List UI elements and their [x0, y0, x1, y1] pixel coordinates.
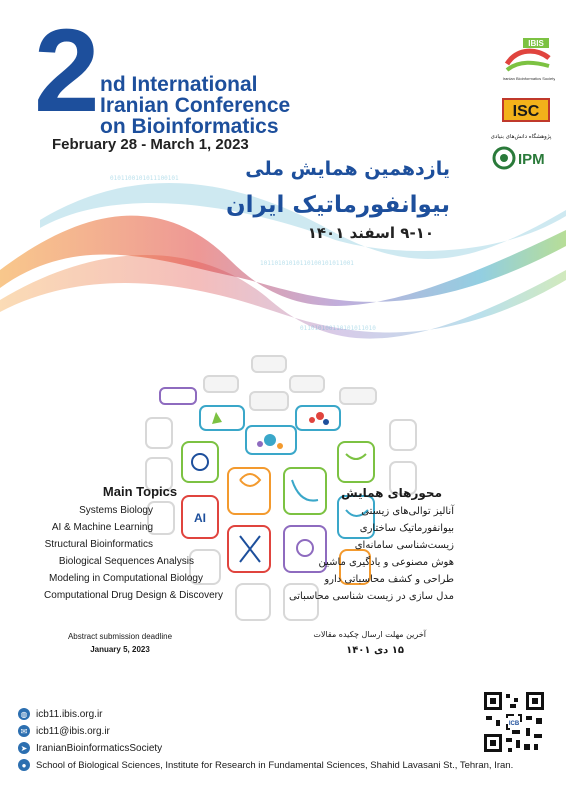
- persian-dates: ۹-۱۰ اسفند ۱۴۰۱: [307, 224, 434, 242]
- persian-deadline-date: ۱۵ دی ۱۴۰۱: [346, 645, 404, 656]
- ipm-logo: [490, 144, 558, 172]
- topic-item: Modeling in Computational Biology: [49, 573, 203, 584]
- persian-topic-item: هوش مصنوعی و یادگیری ماشین: [318, 557, 454, 568]
- isc-logo: ISC: [502, 98, 550, 122]
- globe-icon: ◍: [18, 708, 30, 720]
- conference-dates: February 28 - March 1, 2023: [52, 136, 249, 153]
- address-text: School of Biological Sciences, Institute for Research in Fundamental Sciences, Shahid Lavasani St., Tehran, Iran.: [36, 759, 514, 771]
- persian-topic-item: طراحی و کشف محاسباتی دارو: [324, 574, 454, 585]
- ibis-logo-caption: Iranian Bioinformatics Society: [502, 76, 555, 81]
- location-icon: ●: [18, 759, 30, 771]
- persian-title-line-2: بیوانفورماتیک ایران: [226, 192, 450, 218]
- deadline-date: January 5, 2023: [90, 645, 150, 654]
- email-row[interactable]: [18, 725, 110, 737]
- telegram-link[interactable]: IranianBioinformaticsSociety: [36, 742, 163, 754]
- deadline-label: Abstract submission deadline: [67, 632, 173, 641]
- persian-topic-item: آنالیز توالی‌های زیستی: [361, 506, 454, 517]
- svg-text:0101100101011100101: 0101100101011100101: [110, 175, 179, 182]
- website-link[interactable]: icb11.ibis.org.ir: [36, 708, 103, 720]
- mail-icon: ✉: [18, 725, 30, 737]
- email-link[interactable]: icb11@ibis.org.ir: [36, 725, 110, 737]
- telegram-icon: ➤: [18, 742, 30, 754]
- telegram-row[interactable]: [18, 742, 162, 754]
- persian-topics-heading: محورهای همایش: [341, 486, 442, 500]
- address-row: [18, 759, 513, 771]
- conference-title-line-2: Iranian Conference: [100, 94, 291, 117]
- main-topics-heading: Main Topics: [102, 484, 178, 499]
- ipm-logo-caption: پژوهشگاه دانش‌های بنیادی: [490, 134, 552, 140]
- ipm-logo-text: IPM: [518, 151, 545, 168]
- edition-number: 2: [34, 5, 96, 137]
- topic-item: Computational Drug Design & Discovery: [44, 590, 223, 601]
- ibis-logo-text: IBIS: [528, 39, 544, 48]
- qr-code[interactable]: [482, 690, 546, 754]
- persian-deadline-label: آخرین مهلت ارسال چکیده مقالات: [313, 630, 426, 639]
- persian-topic-item: بیوانفورماتیک ساختاری: [359, 523, 454, 534]
- persian-title-line-1: یازدهمین همایش ملی: [245, 158, 450, 180]
- topic-item: AI & Machine Learning: [51, 522, 153, 533]
- topic-item: Systems Biology: [79, 505, 153, 516]
- conference-title-line-3: on Bioinformatics: [100, 115, 279, 138]
- topic-item: Structural Bioinformatics: [44, 539, 153, 550]
- persian-topic-item: زیست‌شناسی سامانه‌ای: [354, 540, 454, 551]
- topic-item: Biological Sequences Analysis: [58, 556, 194, 567]
- svg-text:011010100110101011010: 011010100110101011010: [300, 325, 376, 332]
- svg-text:ICB: ICB: [508, 721, 520, 727]
- conference-title-line-1: nd International: [100, 73, 258, 96]
- ibis-logo: [499, 34, 555, 90]
- svg-text:AI: AI: [194, 511, 206, 525]
- persian-topic-item: مدل سازی در زیست شناسی محاسباتی: [288, 591, 454, 602]
- website-row[interactable]: [18, 708, 103, 720]
- svg-text:10110101010110100101011001: 10110101010110100101011001: [260, 260, 354, 267]
